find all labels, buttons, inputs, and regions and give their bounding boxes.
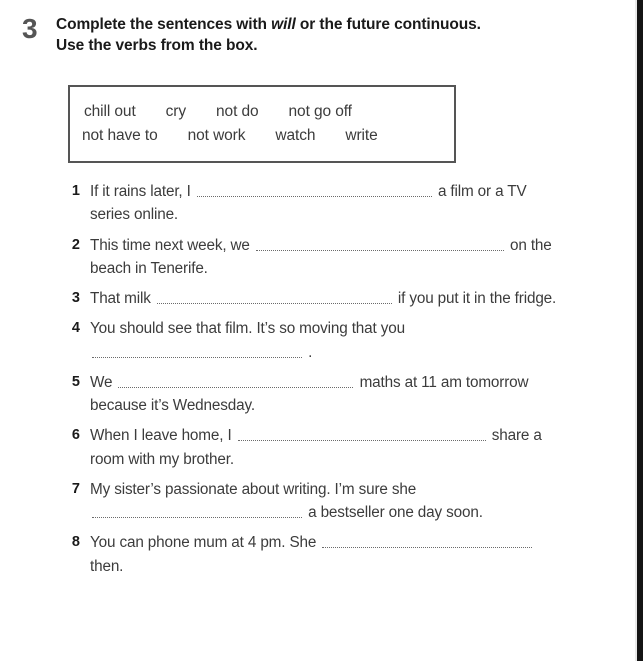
rubric-part-2: or the future continuous. Use the verbs from the box. bbox=[56, 16, 481, 55]
sentence-suffix: share a room with my brother. bbox=[90, 427, 542, 468]
sentence-item-number: 1 bbox=[71, 183, 80, 199]
sentence-suffix: a film or a TV series online. bbox=[90, 183, 527, 224]
answer-blank[interactable] bbox=[238, 426, 486, 441]
sentence-item bbox=[0, 531, 600, 585]
sentence-suffix: maths at 11 am tomorrow because it’s Wednesday. bbox=[90, 373, 529, 414]
answer-blank[interactable] bbox=[256, 235, 504, 250]
sentence-item-text bbox=[90, 317, 562, 364]
answer-blank[interactable] bbox=[322, 533, 532, 548]
sentence-prefix: We bbox=[90, 373, 113, 391]
sentence-prefix: This time next week, we bbox=[90, 236, 250, 254]
rubric-part-1: Complete the sentences with bbox=[56, 16, 272, 33]
exercise-rubric bbox=[56, 14, 486, 57]
sentence-prefix: You should see that film. It’s so moving that you bbox=[90, 320, 405, 338]
sentence-prefix: When I leave home, I bbox=[90, 427, 232, 445]
sentence-item-text bbox=[90, 287, 556, 310]
page-edge-shadow bbox=[637, 0, 643, 661]
verb-chip: not work bbox=[187, 127, 246, 144]
sentence-suffix: if you put it in the fridge. bbox=[397, 290, 557, 307]
sentence-suffix: . bbox=[308, 343, 313, 361]
exercise-number: 3 bbox=[22, 13, 38, 44]
sentence-suffix: a bestseller one day soon. bbox=[308, 504, 483, 521]
sentence-prefix: If it rains later, I bbox=[90, 183, 191, 200]
verb-box-row-2 bbox=[80, 124, 444, 148]
sentence-item-text bbox=[90, 371, 562, 418]
sentence-item-text bbox=[90, 424, 562, 471]
sentence-item-number: 8 bbox=[71, 534, 80, 551]
sentence-item-number: 7 bbox=[71, 480, 80, 497]
sentence-item-text bbox=[90, 531, 562, 578]
sentence-item-text bbox=[90, 180, 562, 227]
sentence-item bbox=[0, 287, 600, 317]
answer-blank[interactable] bbox=[92, 503, 302, 518]
sentence-item bbox=[0, 317, 600, 371]
sentence-item-number: 3 bbox=[71, 290, 80, 306]
sentence-item bbox=[0, 234, 600, 288]
sentence-list bbox=[0, 180, 600, 585]
sentence-item bbox=[0, 371, 600, 425]
verb-chip: chill out bbox=[84, 102, 136, 120]
sentence-item-number: 4 bbox=[71, 320, 80, 337]
exercise-block bbox=[0, 0, 600, 57]
exercise-header bbox=[0, 0, 600, 57]
sentence-prefix: You can phone mum at 4 pm. She bbox=[90, 534, 317, 552]
rubric-italic-will: will bbox=[271, 16, 296, 33]
verb-box bbox=[68, 85, 456, 163]
verb-chip: watch bbox=[275, 127, 316, 144]
answer-blank[interactable] bbox=[118, 373, 353, 388]
sentence-item-text bbox=[90, 478, 562, 525]
verb-chip: not go off bbox=[288, 102, 352, 120]
verb-chip: not have to bbox=[82, 127, 158, 144]
sentence-item bbox=[0, 424, 600, 478]
sentence-item-text bbox=[90, 234, 562, 281]
verb-chip: not do bbox=[216, 102, 259, 120]
sentence-prefix: My sister’s passionate about writing. I’m sure she bbox=[90, 480, 417, 498]
verb-chip: cry bbox=[165, 102, 187, 120]
answer-blank[interactable] bbox=[197, 182, 432, 197]
sentence-item-number: 2 bbox=[71, 236, 80, 253]
sentence-prefix: That milk bbox=[90, 290, 151, 307]
sentence-suffix: on the beach in Tenerife. bbox=[90, 236, 552, 277]
sentence-item bbox=[0, 478, 600, 532]
sentence-item bbox=[0, 180, 600, 234]
sentence-suffix: then. bbox=[90, 557, 124, 575]
sentence-item-number: 6 bbox=[71, 427, 80, 444]
answer-blank[interactable] bbox=[157, 289, 392, 304]
verb-chip: write bbox=[345, 127, 378, 144]
answer-blank[interactable] bbox=[92, 342, 302, 357]
sentence-item-number: 5 bbox=[71, 373, 80, 390]
verb-box-row-1 bbox=[80, 100, 444, 124]
